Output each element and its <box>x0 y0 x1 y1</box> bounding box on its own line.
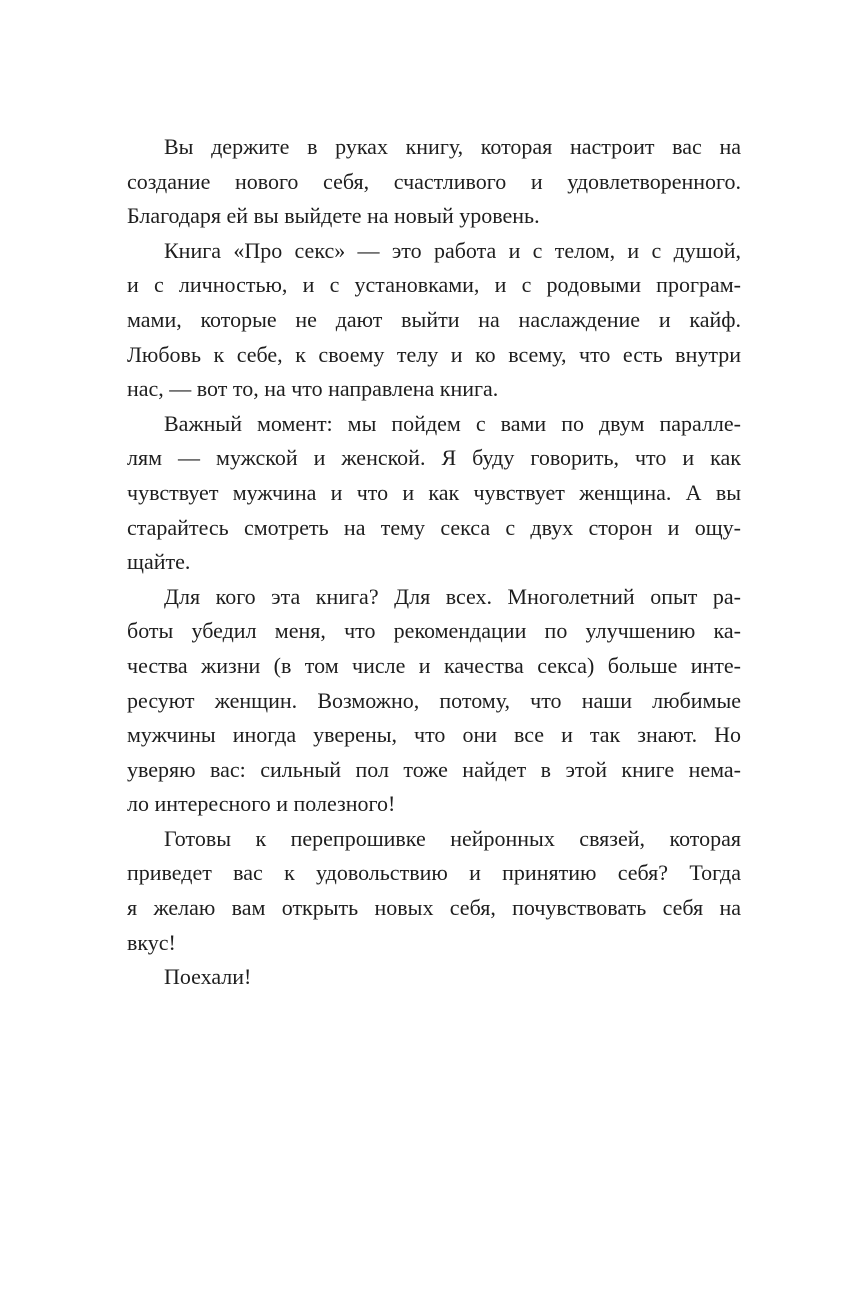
text-line: старайтесь смотреть на тему секса с двух сторон и ощу- <box>127 514 741 540</box>
book-page <box>127 130 741 995</box>
text-line: я желаю вам открыть новых себя, почувствовать себя на <box>127 895 741 921</box>
text-line: Готовы к перепрошивке нейронных связей, которая <box>164 825 741 851</box>
text-line: нас, — вот то, на что направлена книга. <box>127 376 499 402</box>
text-line: уверяю вас: сильный пол тоже найдет в этой книге нема- <box>127 756 741 782</box>
text-line: ло интересного и полезного! <box>127 791 396 817</box>
text-line: Вы держите в руках книгу, которая настроит вас на <box>164 134 741 159</box>
text-line: мужчины иногда уверены, что они все и так знают. Но <box>127 722 741 748</box>
text-line: Важный момент: мы пойдем с вами по двум паралле- <box>164 410 741 436</box>
text-line: Для кого эта книга? Для всех. Многолетний опыт ра- <box>164 583 741 609</box>
text-line: Благодаря ей вы выйдете на новый уровень. <box>127 203 540 229</box>
text-line: Поехали! <box>164 964 252 990</box>
text-line: чества жизни (в том числе и качества секса) больше инте- <box>127 652 741 678</box>
text-line: лям — мужской и женской. Я буду говорить, что и как <box>127 445 741 471</box>
text-line: ресуют женщин. Возможно, потому, что наши любимые <box>127 687 741 713</box>
text-line: Любовь к себе, к своему телу и ко всему, что есть внутри <box>127 341 741 367</box>
paragraph <box>127 822 741 960</box>
text-line: Книга «Про секс» — это работа и с телом, и с душой, <box>164 237 741 263</box>
text-line: вкус! <box>127 929 176 955</box>
text-line: и с личностью, и с установками, и с родовыми програм- <box>127 272 741 298</box>
text-line: создание нового себя, счастливого и удовлетворенного. <box>127 168 741 194</box>
paragraph <box>127 407 741 580</box>
text-line: щайте. <box>127 549 191 575</box>
text-line: приведет вас к удовольствию и принятию себя? Тогда <box>127 860 741 886</box>
text-line: чувствует мужчина и что и как чувствует женщина. А вы <box>127 479 741 505</box>
paragraph <box>127 960 741 995</box>
text-line: боты убедил меня, что рекомендации по улучшению ка- <box>127 618 741 644</box>
text-line: мами, которые не дают выйти на наслаждение и кайф. <box>127 306 741 332</box>
paragraph <box>127 580 741 822</box>
paragraph <box>127 234 741 407</box>
paragraph <box>127 130 741 234</box>
